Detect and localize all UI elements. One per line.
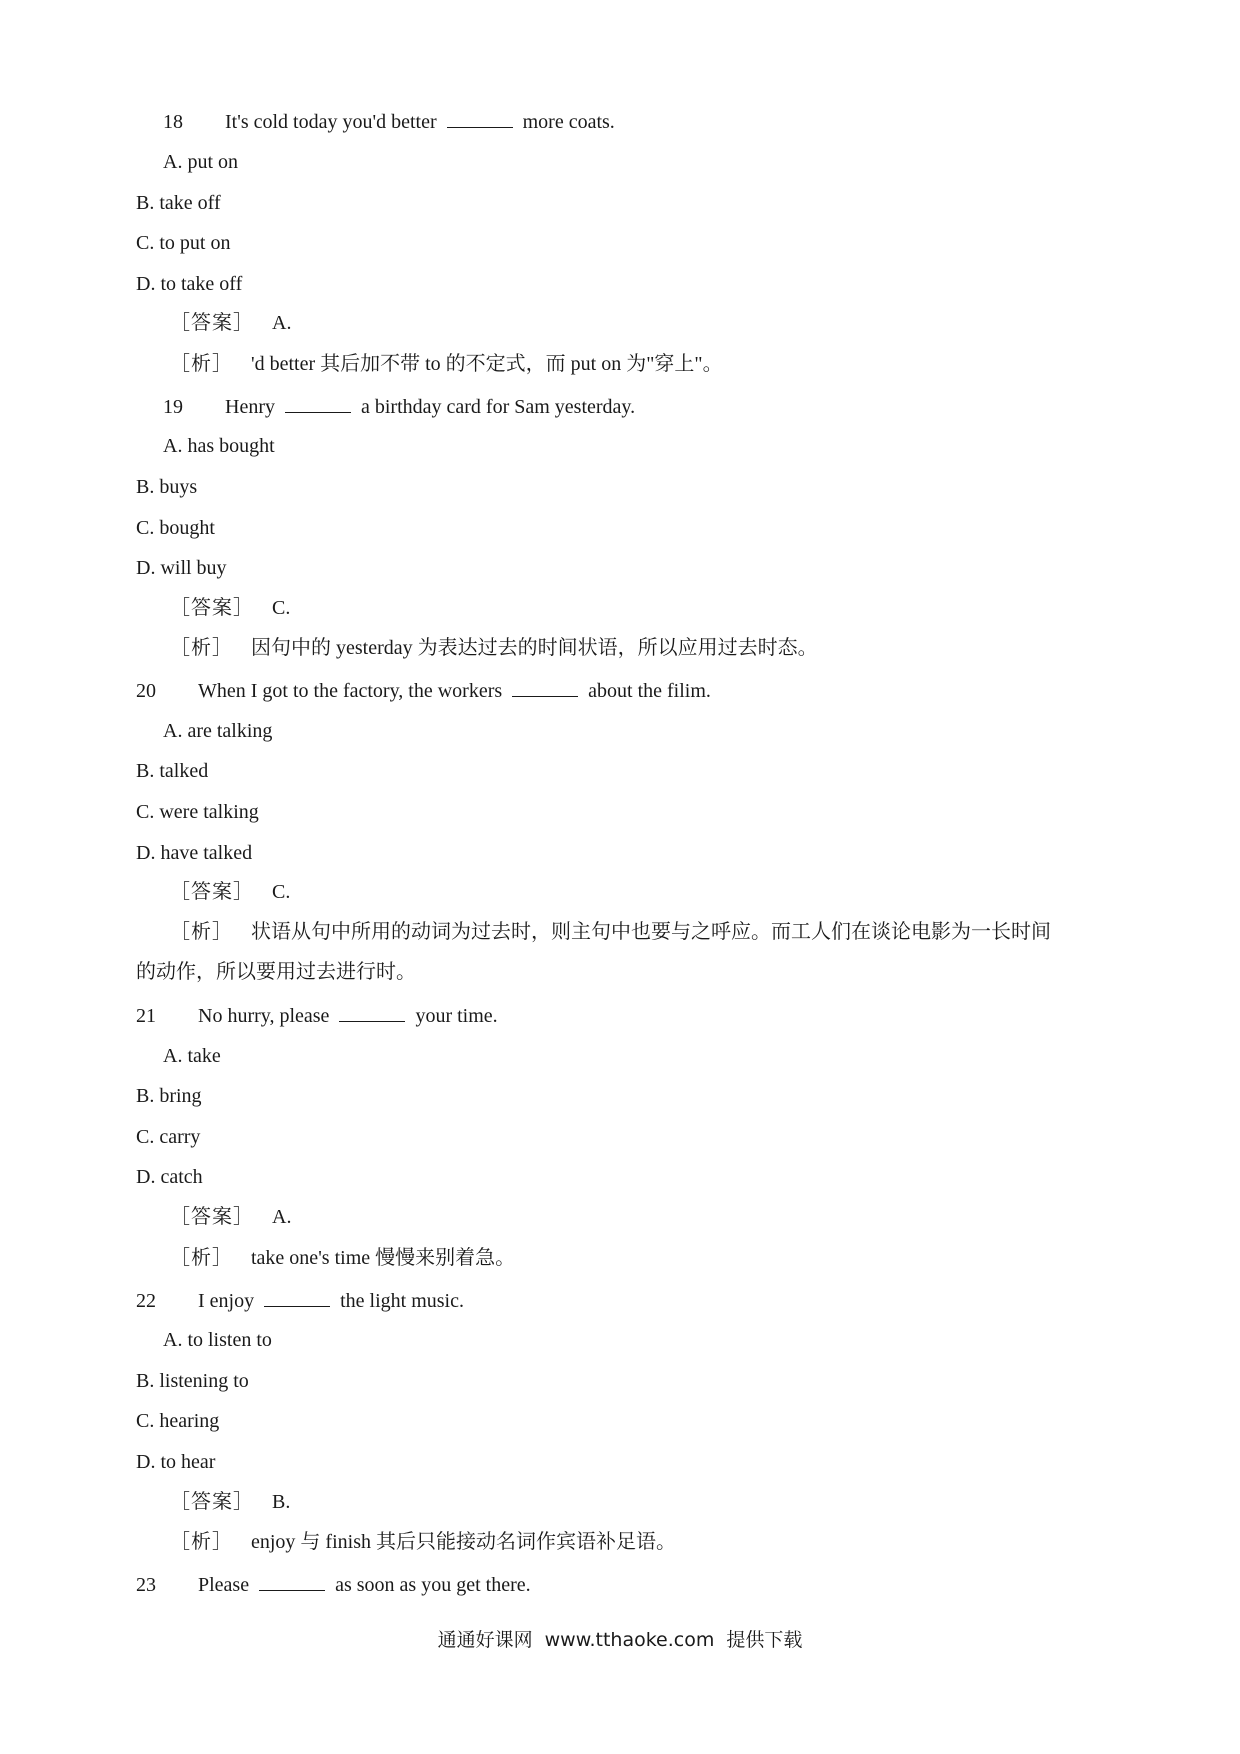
answer-value: B.	[272, 1491, 291, 1513]
question-19-stem	[163, 394, 635, 419]
answer-line	[170, 311, 291, 335]
stem-text: Please	[198, 1574, 250, 1596]
answer-value: C.	[272, 597, 291, 619]
answer-tag: ［答案］	[170, 597, 254, 619]
stem-text: I enjoy	[198, 1290, 255, 1312]
option: C. bought	[136, 517, 215, 539]
option: D. to hear	[136, 1451, 216, 1473]
option: C. were talking	[136, 801, 259, 823]
stem-text: When I got to the factory, the workers	[198, 680, 503, 702]
analysis-text: 因句中的 yesterday 为表达过去的时间状语，所以应用过去时态。	[251, 637, 818, 659]
question-22-stem	[136, 1288, 464, 1313]
option: A. are talking	[163, 720, 273, 742]
option: D. catch	[136, 1166, 203, 1188]
option: B. listening to	[136, 1370, 249, 1392]
analysis-line	[170, 636, 818, 660]
stem-text: No hurry, please	[198, 1005, 330, 1027]
answer-blank	[259, 1572, 325, 1591]
page-footer	[0, 1628, 1240, 1652]
option: D. will buy	[136, 557, 227, 579]
answer-blank	[264, 1288, 330, 1307]
footer-site-name: 通通好课网	[437, 1629, 533, 1651]
answer-tag: ［答案］	[170, 1206, 254, 1228]
option: A. put on	[163, 151, 238, 173]
analysis-line	[170, 1246, 515, 1270]
footer-url: www.tthaoke.com	[544, 1629, 715, 1651]
answer-blank	[512, 678, 578, 697]
analysis-tag: ［析］	[170, 1247, 233, 1269]
question-number: 20	[136, 680, 156, 702]
question-number: 18	[163, 111, 183, 133]
analysis-tag: ［析］	[170, 353, 233, 375]
stem-text: as soon as you get there.	[335, 1574, 531, 1596]
question-18-stem	[163, 109, 615, 134]
answer-value: A.	[272, 312, 292, 334]
analysis-tag: ［析］	[170, 637, 233, 659]
option: C. to put on	[136, 232, 231, 254]
analysis-text: 'd better 其后加不带 to 的不定式，而 put on 为"穿上"。	[251, 353, 723, 375]
answer-line	[170, 596, 290, 620]
analysis-text-continued: 的动作，所以要用过去进行时。	[136, 961, 416, 983]
analysis-text: 状语从句中所用的动词为过去时，则主句中也要与之呼应。而工人们在谈论电影为一长时间	[251, 921, 1051, 943]
question-20-stem	[136, 678, 711, 703]
stem-text: It's cold today you'd better	[225, 111, 437, 133]
answer-line	[170, 880, 290, 904]
question-number: 21	[136, 1005, 156, 1027]
answer-blank	[339, 1003, 405, 1022]
option: A. to listen to	[163, 1329, 272, 1351]
option: B. take off	[136, 192, 221, 214]
stem-text: about the filim.	[588, 680, 711, 702]
stem-text: the light music.	[340, 1290, 464, 1312]
answer-value: A.	[272, 1206, 292, 1228]
option: C. hearing	[136, 1410, 220, 1432]
footer-note: 提供下载	[726, 1629, 803, 1651]
answer-value: C.	[272, 881, 291, 903]
stem-text: a birthday card for Sam yesterday.	[360, 396, 636, 418]
answer-line	[170, 1205, 291, 1229]
answer-tag: ［答案］	[170, 312, 254, 334]
option: C. carry	[136, 1126, 201, 1148]
answer-blank	[285, 394, 351, 413]
stem-text: your time.	[415, 1005, 498, 1027]
answer-tag: ［答案］	[170, 1491, 254, 1513]
question-number: 23	[136, 1574, 156, 1596]
answer-blank	[447, 109, 513, 128]
answer-line	[170, 1490, 290, 1514]
question-number: 22	[136, 1290, 156, 1312]
analysis-tag: ［析］	[170, 1531, 233, 1553]
option: D. have talked	[136, 842, 253, 864]
option: B. talked	[136, 760, 209, 782]
option: B. bring	[136, 1085, 202, 1107]
option: A. take	[163, 1045, 221, 1067]
answer-tag: ［答案］	[170, 881, 254, 903]
option: B. buys	[136, 476, 198, 498]
analysis-line	[170, 352, 723, 376]
stem-text: Henry	[225, 396, 275, 418]
analysis-line	[170, 1530, 676, 1554]
question-number: 19	[163, 396, 183, 418]
question-21-stem	[136, 1003, 498, 1028]
question-23-stem	[136, 1572, 531, 1597]
option: A. has bought	[163, 435, 275, 457]
analysis-tag: ［析］	[170, 921, 233, 943]
analysis-text: take one's time 慢慢来别着急。	[251, 1247, 516, 1269]
option: D. to take off	[136, 273, 243, 295]
analysis-line	[170, 920, 1051, 944]
stem-text: more coats.	[522, 111, 615, 133]
analysis-text: enjoy 与 finish 其后只能接动名词作宾语补足语。	[251, 1531, 676, 1553]
